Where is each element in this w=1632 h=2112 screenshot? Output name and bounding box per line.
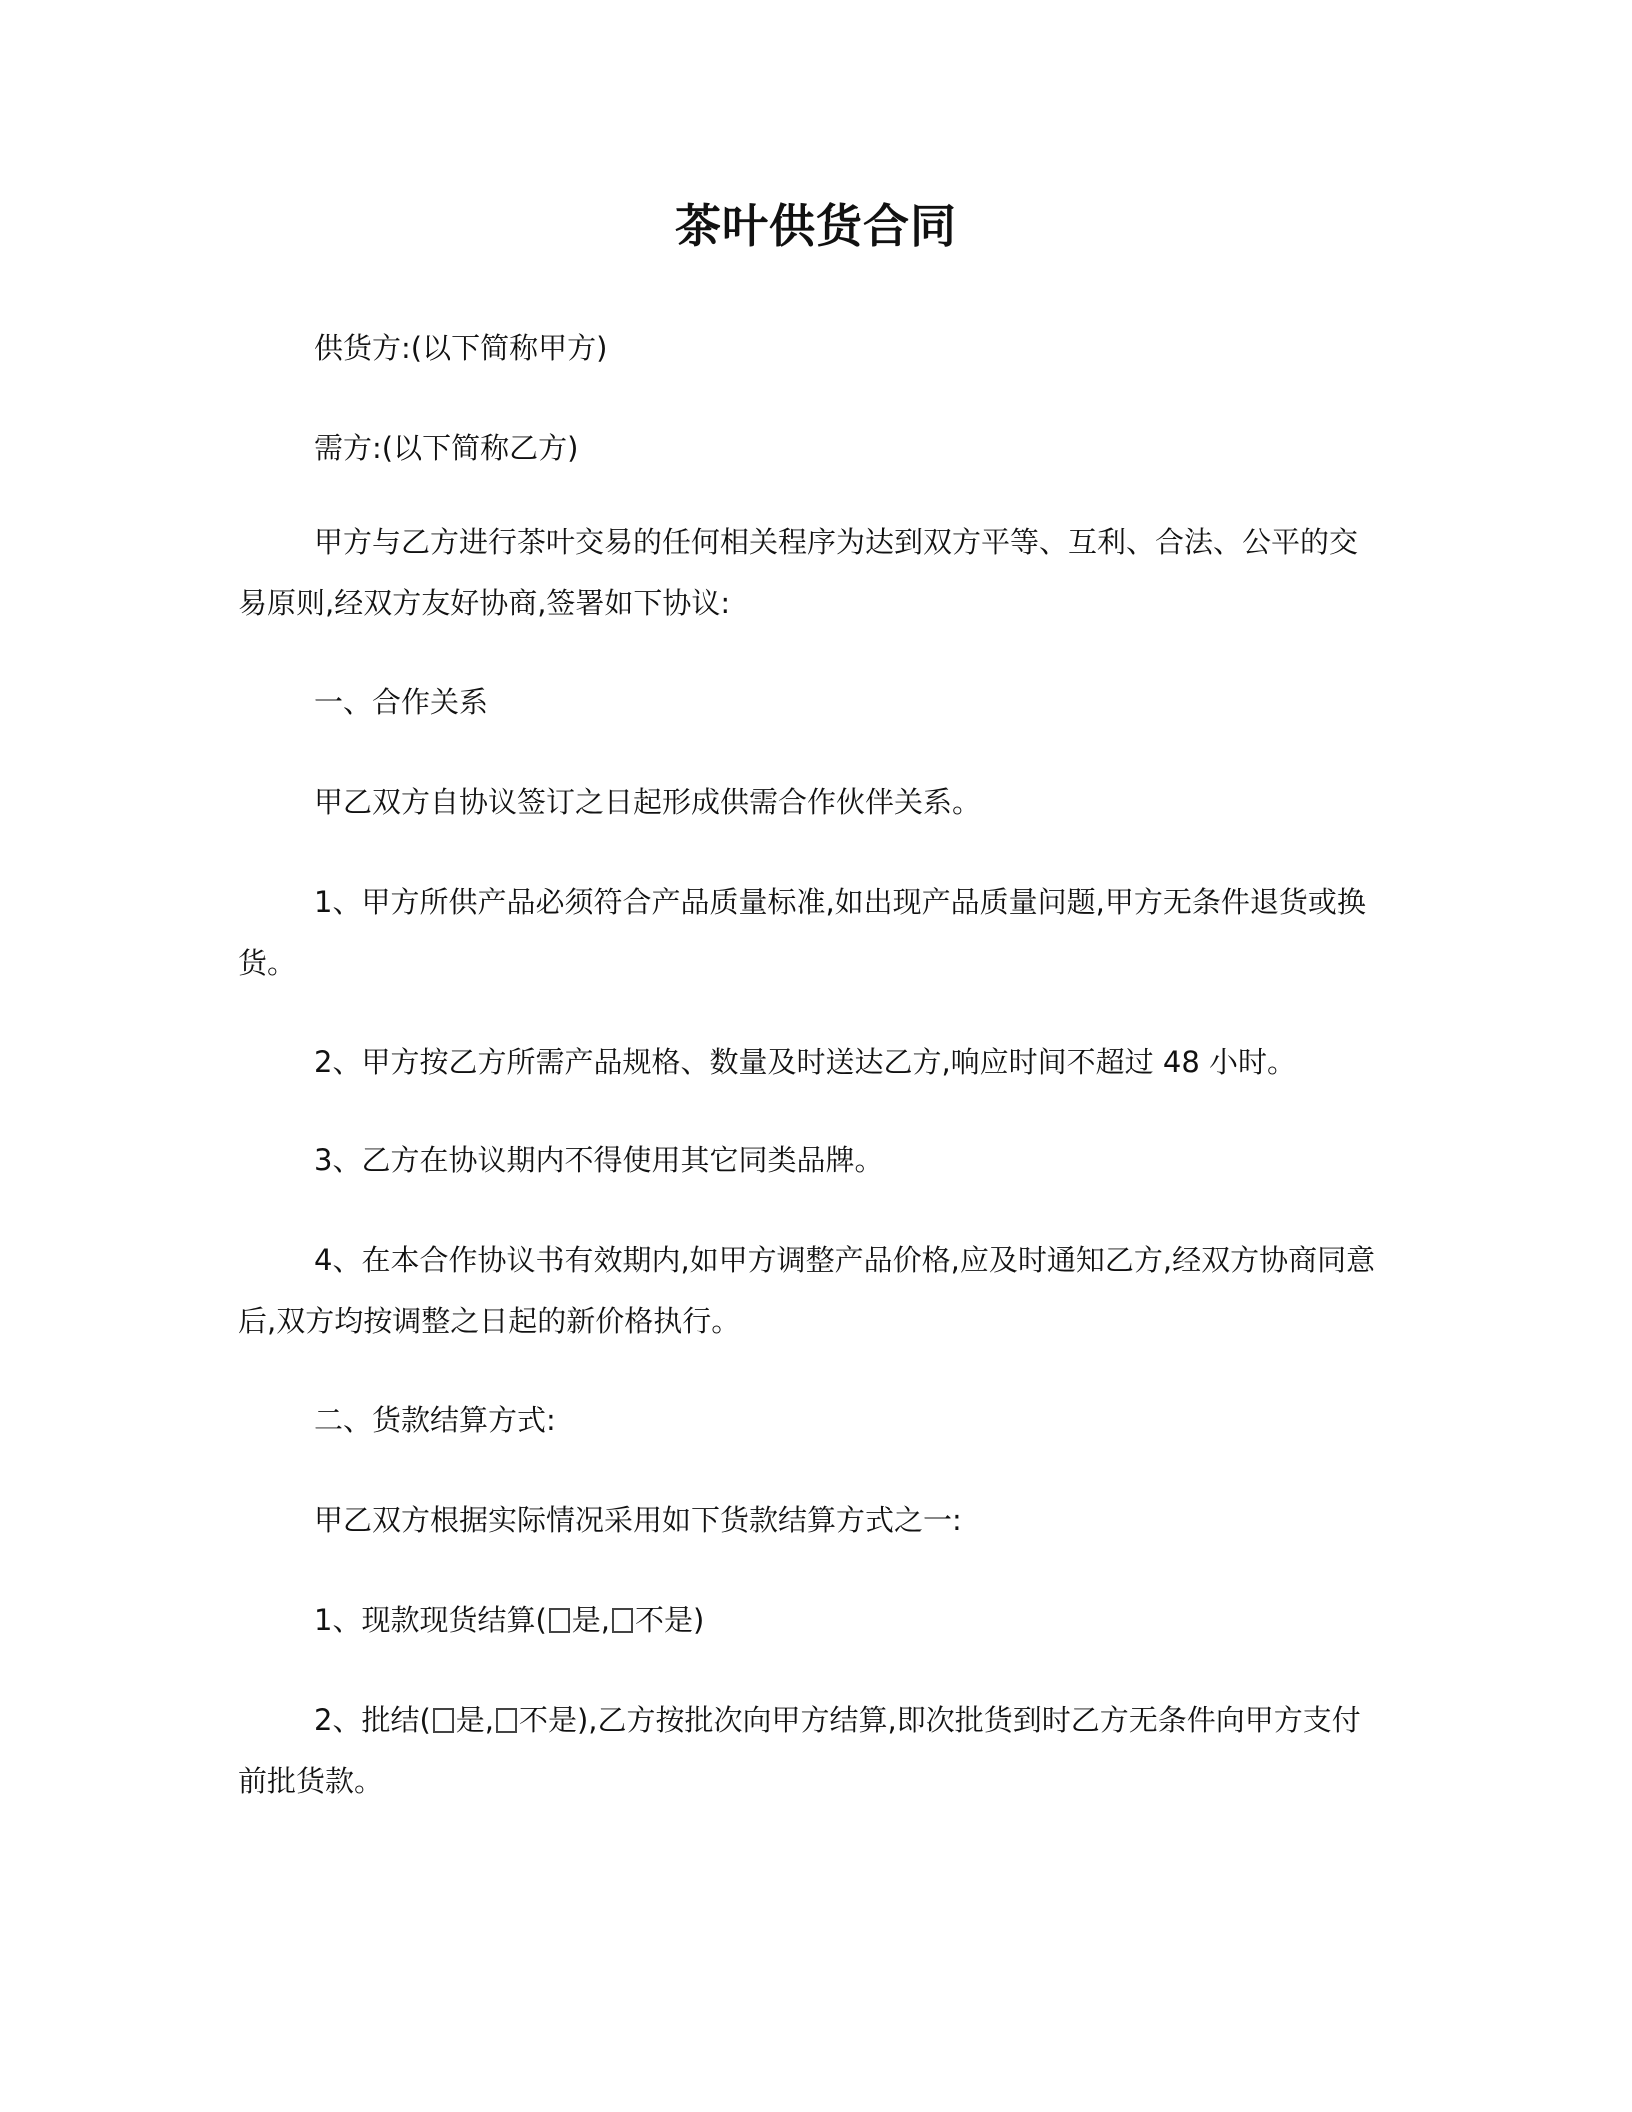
payment-option-1-yes: 是,: [571, 1603, 610, 1637]
payment-option-1: [238, 1590, 1378, 1651]
cash-no-checkbox[interactable]: [612, 1608, 633, 1633]
batch-yes-checkbox[interactable]: [433, 1708, 454, 1733]
section2-text: 甲乙双方根据实际情况采用如下货款结算方式之一:: [314, 1503, 962, 1537]
section1-heading: 一、合作关系: [314, 685, 489, 719]
payment-option-2: [238, 1690, 1378, 1812]
cash-yes-checkbox[interactable]: [549, 1608, 570, 1633]
payment-option-1-no: 不是): [634, 1603, 705, 1637]
clause-4: 4、在本合作协议书有效期内,如甲方调整产品价格,应及时通知乙方,经双方协商同意后,双方均按调整之日起的新价格执行。: [238, 1243, 1376, 1338]
supplier-line: 供货方:(以下简称甲方): [314, 331, 608, 365]
clause-2: 2、甲方按乙方所需产品规格、数量及时送达乙方,响应时间不超过 48 小时。: [314, 1045, 1297, 1079]
clause-3: 3、乙方在协议期内不得使用其它同类品牌。: [314, 1143, 884, 1177]
clause-1: 1、甲方所供产品必须符合产品质量标准,如出现产品质量问题,甲方无条件退货或换货。: [238, 885, 1366, 980]
section1-text: 甲乙双方自协议签订之日起形成供需合作伙伴关系。: [314, 785, 982, 819]
buyer-line: 需方:(以下简称乙方): [314, 431, 579, 465]
document-title: 茶叶供货合同: [675, 199, 957, 253]
section2-heading: 二、货款结算方式:: [314, 1403, 556, 1437]
intro-paragraph: 甲方与乙方进行茶叶交易的任何相关程序为达到双方平等、互利、合法、公平的交易原则,经双方友好协商,签署如下协议:: [238, 525, 1359, 620]
payment-option-1-prefix: 1、现款现货结算(: [314, 1603, 547, 1637]
payment-option-2-yes: 是,: [455, 1703, 494, 1737]
payment-option-2-text: 不是),乙方按批次向甲方结算,即次批货到时乙方无条件向甲方支付前批货款。: [238, 1703, 1361, 1798]
batch-no-checkbox[interactable]: [496, 1708, 517, 1733]
payment-option-2-prefix: 2、批结(: [314, 1703, 431, 1737]
